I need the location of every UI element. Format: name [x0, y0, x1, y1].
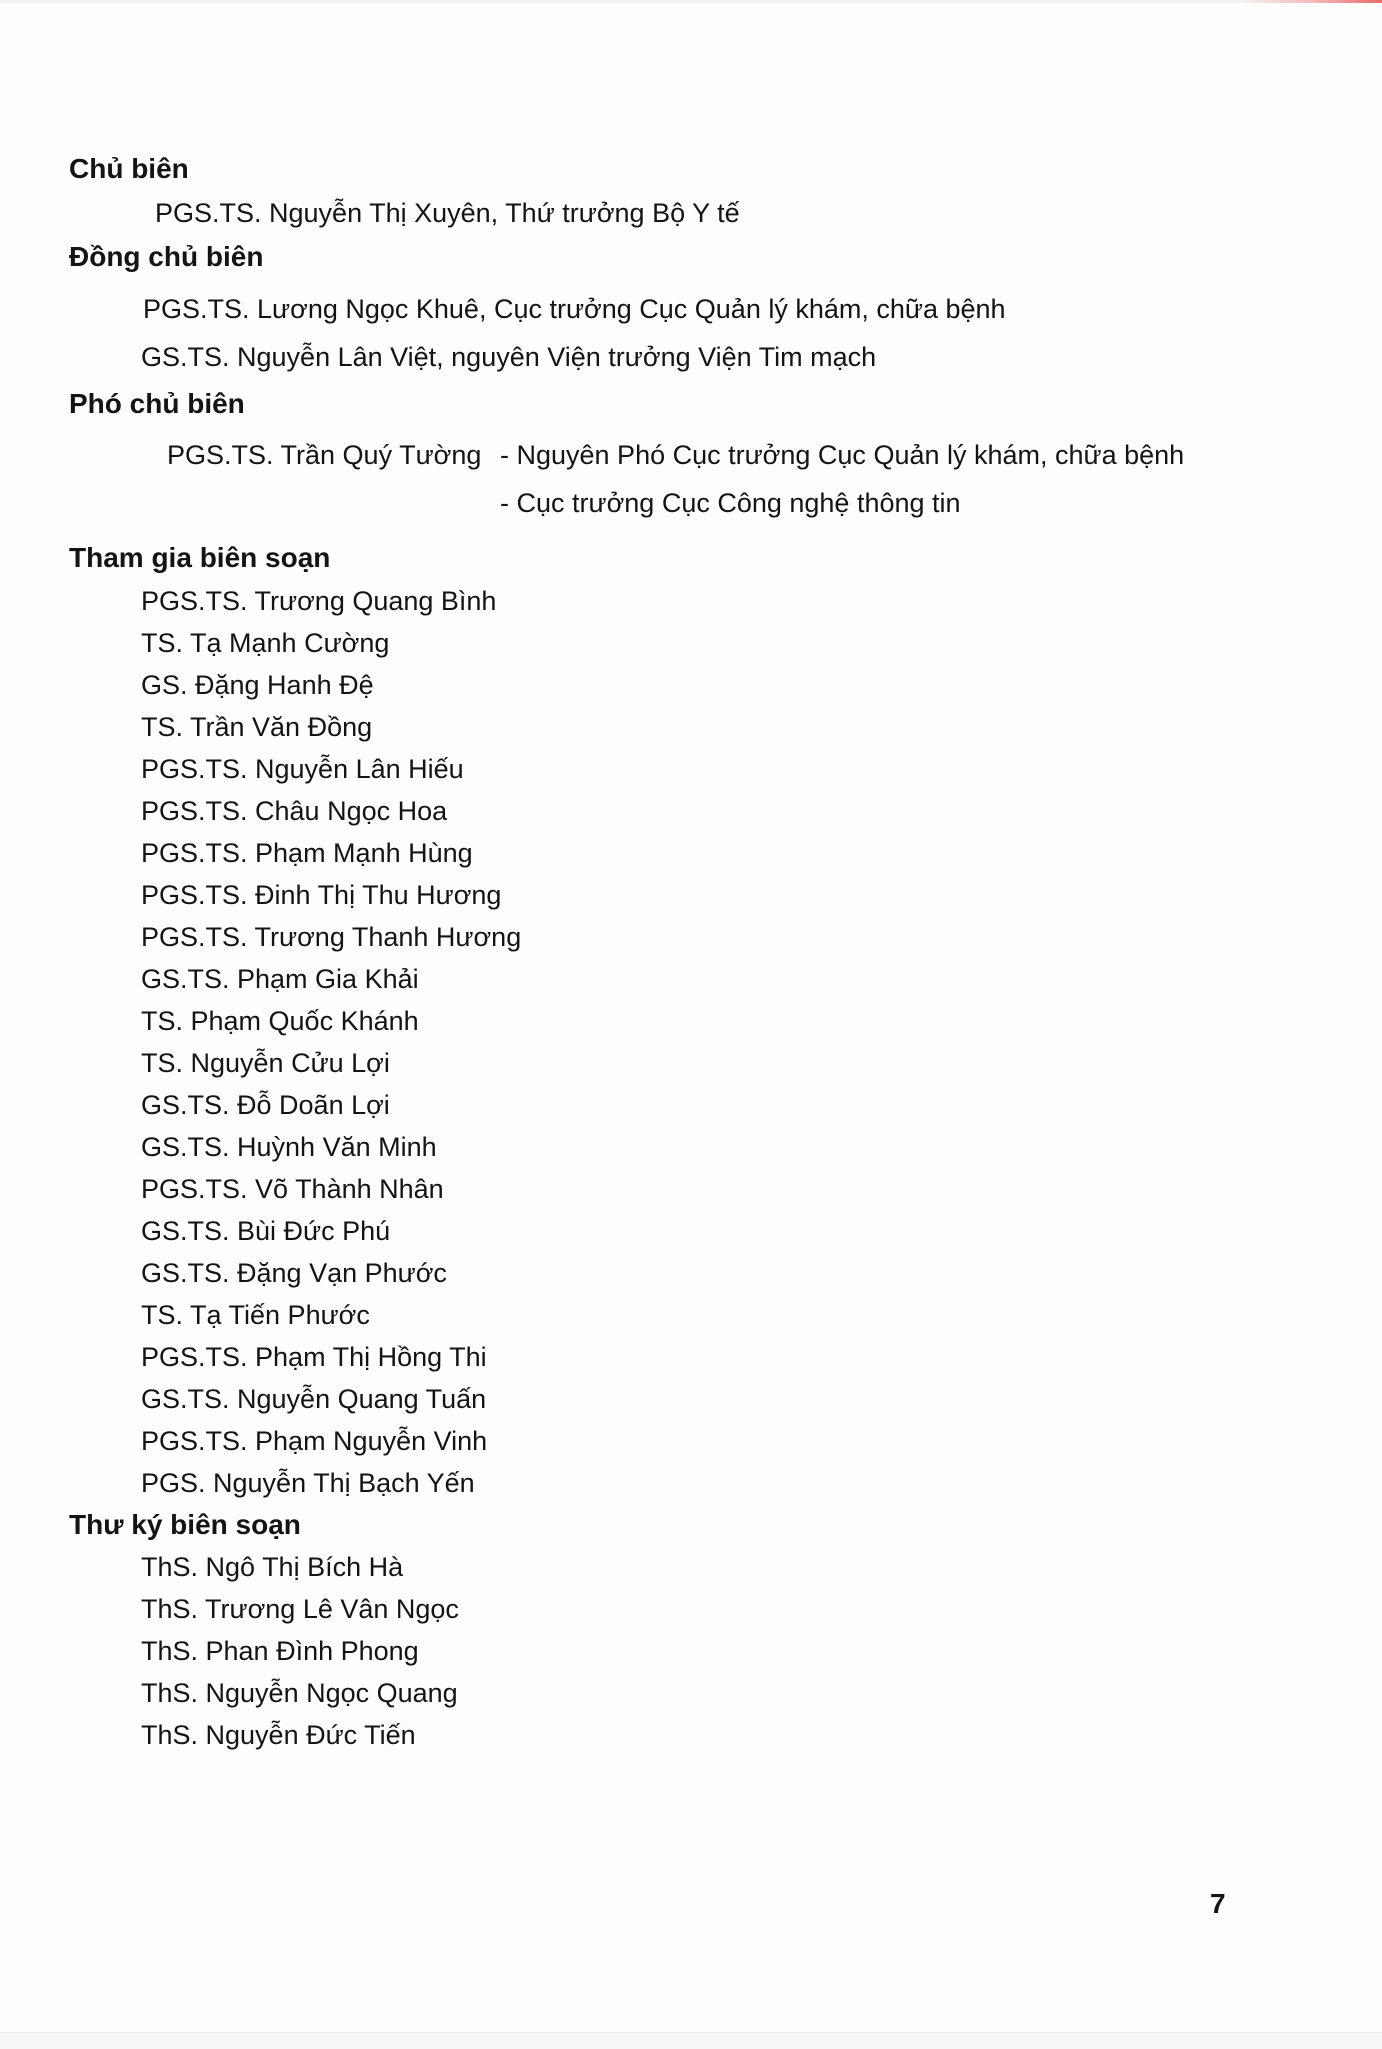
secretary-item: ThS. Ngô Thị Bích Hà: [141, 1552, 404, 1582]
co-chief-editor-entry: PGS.TS. Lương Ngọc Khuê, Cục trưởng Cục Quản lý khám, chữa bệnh: [143, 294, 1006, 324]
contributor-item: TS. Tạ Tiến Phước: [141, 1300, 370, 1330]
contributor-item: GS. Đặng Hanh Đệ: [141, 670, 374, 700]
co-chief-editor-entry: GS.TS. Nguyễn Lân Việt, nguyên Viện trưởng Viện Tim mạch: [141, 342, 877, 372]
contributor-item: PGS.TS. Trương Thanh Hương: [141, 922, 522, 952]
heading-chief-editor: Chủ biên: [69, 153, 189, 184]
heading-deputy-chief-editor: Phó chủ biên: [69, 388, 245, 419]
contributor-item: PGS.TS. Võ Thành Nhân: [141, 1174, 444, 1204]
secretary-item: ThS. Trương Lê Vân Ngọc: [141, 1594, 459, 1624]
contributor-item: PGS.TS. Phạm Thị Hồng Thi: [141, 1342, 487, 1372]
heading-co-chief-editors: Đồng chủ biên: [69, 241, 264, 272]
contributor-item: GS.TS. Huỳnh Văn Minh: [141, 1132, 437, 1162]
contributor-item: PGS.TS. Đinh Thị Thu Hương: [141, 880, 502, 910]
deputy-chief-editor-role: - Nguyên Phó Cục trưởng Cục Quản lý khám, chữa bệnh: [500, 440, 1185, 470]
contributor-item: PGS.TS. Phạm Mạnh Hùng: [141, 838, 473, 868]
heading-contributors: Tham gia biên soạn: [69, 542, 331, 573]
contributor-item: GS.TS. Phạm Gia Khải: [141, 964, 419, 994]
secretary-item: ThS. Nguyễn Đức Tiến: [141, 1720, 416, 1750]
contributor-item: GS.TS. Đỗ Doãn Lợi: [141, 1090, 390, 1120]
scan-bottom-edge: [0, 2032, 1382, 2049]
chief-editor-entry: PGS.TS. Nguyễn Thị Xuyên, Thứ trưởng Bộ Y tế: [155, 198, 740, 228]
scan-top-edge: [0, 0, 1382, 3]
contributor-item: PGS. Nguyễn Thị Bạch Yến: [141, 1468, 475, 1498]
contributor-item: PGS.TS. Nguyễn Lân Hiếu: [141, 754, 464, 784]
page-number: 7: [1210, 1888, 1226, 1919]
contributor-item: TS. Tạ Mạnh Cường: [141, 628, 390, 658]
contributor-item: GS.TS. Nguyễn Quang Tuấn: [141, 1384, 487, 1414]
deputy-chief-editor-name: PGS.TS. Trần Quý Tường: [167, 440, 482, 470]
secretary-item: ThS. Phan Đình Phong: [141, 1636, 419, 1666]
heading-secretaries: Thư ký biên soạn: [69, 1509, 301, 1540]
contributor-item: GS.TS. Bùi Đức Phú: [141, 1216, 391, 1246]
contributor-item: GS.TS. Đặng Vạn Phước: [141, 1258, 447, 1288]
secretary-item: ThS. Nguyễn Ngọc Quang: [141, 1678, 458, 1708]
contributor-item: TS. Trần Văn Đồng: [141, 712, 373, 742]
contributor-item: TS. Nguyễn Cửu Lợi: [141, 1048, 390, 1078]
contributor-item: PGS.TS. Trương Quang Bình: [141, 586, 497, 616]
contributor-item: TS. Phạm Quốc Khánh: [141, 1006, 419, 1036]
contributor-item: PGS.TS. Phạm Nguyễn Vinh: [141, 1426, 488, 1456]
contributor-item: PGS.TS. Châu Ngọc Hoa: [141, 796, 448, 826]
deputy-chief-editor-role: - Cục trưởng Cục Công nghệ thông tin: [500, 488, 961, 518]
